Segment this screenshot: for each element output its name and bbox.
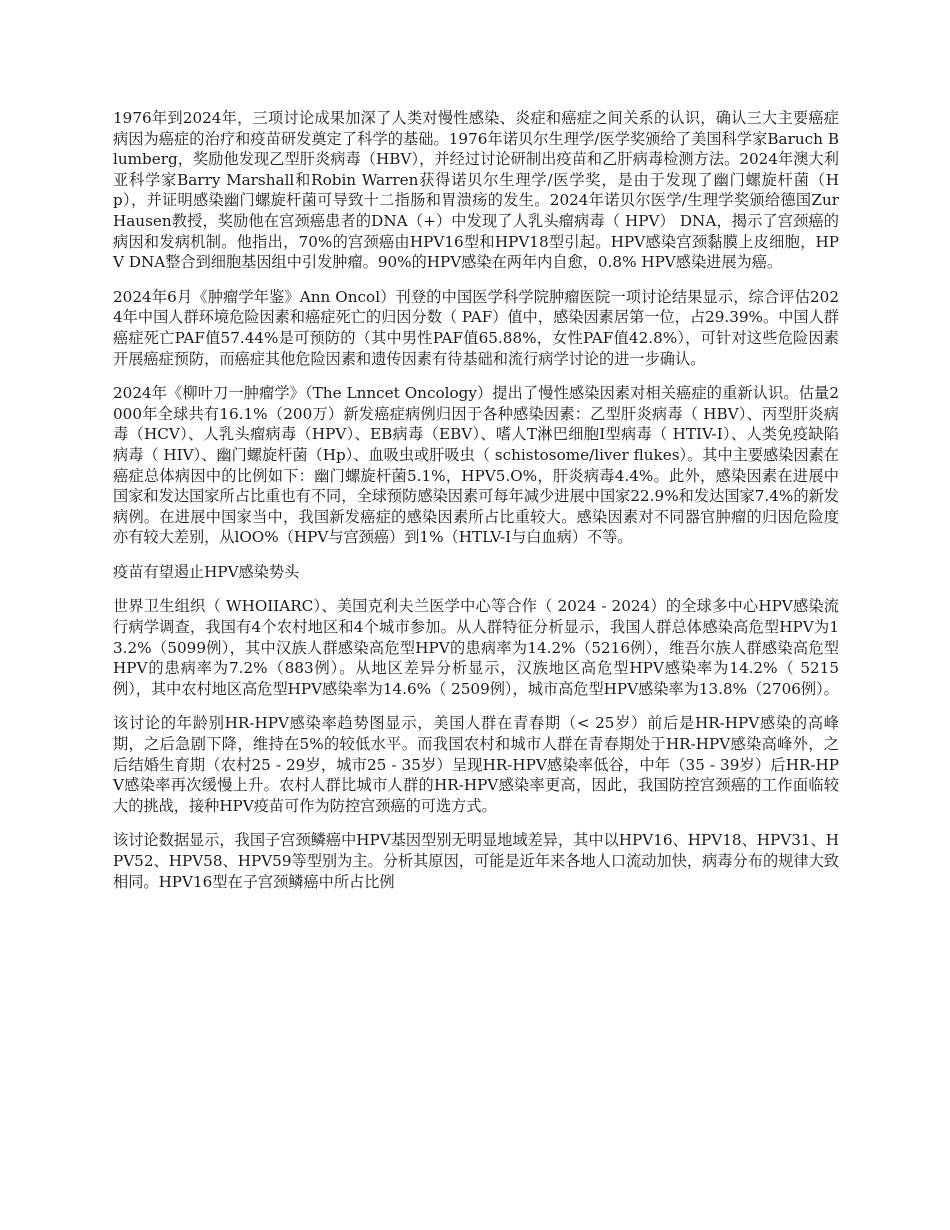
paragraph-who-survey: 世界卫生组织（ WHOIIARC）、美国克利夫兰医学中心等合作（ 2024 - 2024）的全球多中心HPV感染流行病学调查，我国有4个农村地区和4个城市参加。从人群特征分析显示，我国人群总体感染高危型HPV为13.2%（5099例），其中汉族人群感染高危型HPV的患病率为14.2%（5216例），维吾尔族人群感染高危型HPV的患病率为7.2%（883例）。从地区差异分析显示，汉族地区高危型HPV感染率为14.2%（ 5215例），其中农村地区高危型HPV感染率为14.6%（ 2509例），城市高危型HPV感染率为13.8%（2706例）。: [113, 597, 839, 698]
paragraph-annals-oncology: 2024年6月《肿瘤学年鉴》Ann Oncol）刊登的中国医学科学院肿瘤医院一项讨论结果显示，综合评估2024年中国人群环境危险因素和癌症死亡的归因分数（ PAF）值中，感染因素居第一位，占29.39%。中国人群癌症死亡PAF值57.44%是可预防的（其中男性PAF值65.88%，女性PAF值42.8%），可针对这些危险因素开展癌症预防，而癌症其他危险因素和遗传因素有待基础和流行病学讨论的进一步确认。: [113, 287, 839, 368]
document-body: [113, 108, 839, 906]
paragraph-nobel-history: 1976年到2024年，三项讨论成果加深了人类对慢性感染、炎症和癌症之间关系的认识，确认三大主要癌症病因为癌症的治疗和疫苗研发奠定了科学的基础。1976年诺贝尔生理学/医学奖颁给了美国科学家Baruch Blumberg，奖励他发现乙型肝炎病毒（HBV），并经过讨论研制出疫苗和乙肝病毒检测方法。2024年澳大利亚科学家Barry Marshall和Robin Warren获得诺贝尔生理学/医学奖，是由于发现了幽门螺旋杆菌（Hp），并证明感染幽门螺旋杆菌可导致十二指肠和胃溃疡的发生。2024年诺贝尔医学/生理学奖颁给德国Zur Hausen教授，奖励他在宫颈癌患者的DNA（+）中发现了人乳头瘤病毒（ HPV） DNA，揭示了宫颈癌的病因和发病机制。他指出，70%的宫颈癌由HPV16型和HPV18型引起。HPV感染宫颈黏膜上皮细胞，HPV DNA整合到细胞基因组中引发肿瘤。90%的HPV感染在两年内自愈，0.8% HPV感染进展为癌。: [113, 109, 839, 272]
paragraph-lancet-oncology: 2024年《柳叶刀一肿瘤学》（The Lnncet Oncology）提出了慢性感染因素对相关癌症的重新认识。估量2000年全球共有16.1%（200万）新发癌症病例归因于各种感染因素：乙型肝炎病毒（ HBV）、丙型肝炎病毒（HCV）、人乳头瘤病毒（HPV）、EB病毒（EBV）、嗜人T淋巴细胞I型病毒（ HTIV-I）、人类免疫缺陷病毒（ HIV）、幽门螺旋杆菌（Hp）、血吸虫或肝吸虫（ schistosome/liver flukes）。其中主要感染因素在癌症总体病因中的比例如下：幽门螺旋杆菌5.1%，HPV5.O%，肝炎病毒4.4%。此外，感染因素在进展中国家和发达国家所占比重也有不同，全球预防感染因素可每年减少进展中国家22.9%和发达国家7.4%的新发病例。在进展中国家当中，我国新发癌症的感染因素所占比重较大。感染因素对不同器官肿瘤的归因危险度亦有较大差别，从lOO%（HPV与宫颈癌）到1%（HTLV-I与白血病）不等。: [113, 384, 839, 547]
paragraph-genotype: 该讨论数据显示，我国子宫颈鳞癌中HPV基因型别无明显地域差异，其中以HPV16、HPV18、HPV31、HPV52、HPV58、HPV59等型别为主。分析其原因，可能是近年来各地人口流动加快，病毒分布的规律大致相同。HPV16型在子宫颈鳞癌中所占比例: [113, 831, 839, 891]
paragraph-age-trend: 该讨论的年龄别HR-HPV感染率趋势图显示，美国人群在青春期（< 25岁）前后是HR-HPV感染的高峰期，之后急剧下降，维持在5%的较低水平。而我国农村和城市人群在青春期处于HR-HPV感染高峰外，之后结婚生育期（农村25 - 29岁，城市25 - 35岁）呈现HR-HPV感染率低谷，中年（35 - 39岁）后HR-HPV感染率再次缓慢上升。农村人群比城市人群的HR-HPV感染率更高，因此，我国防控宫颈癌的工作面临较大的挑战，接种HPV疫苗可作为防控宫颈癌的可选方式。: [113, 714, 839, 815]
section-heading: 疫苗有望遏止HPV感染势头: [113, 562, 300, 581]
